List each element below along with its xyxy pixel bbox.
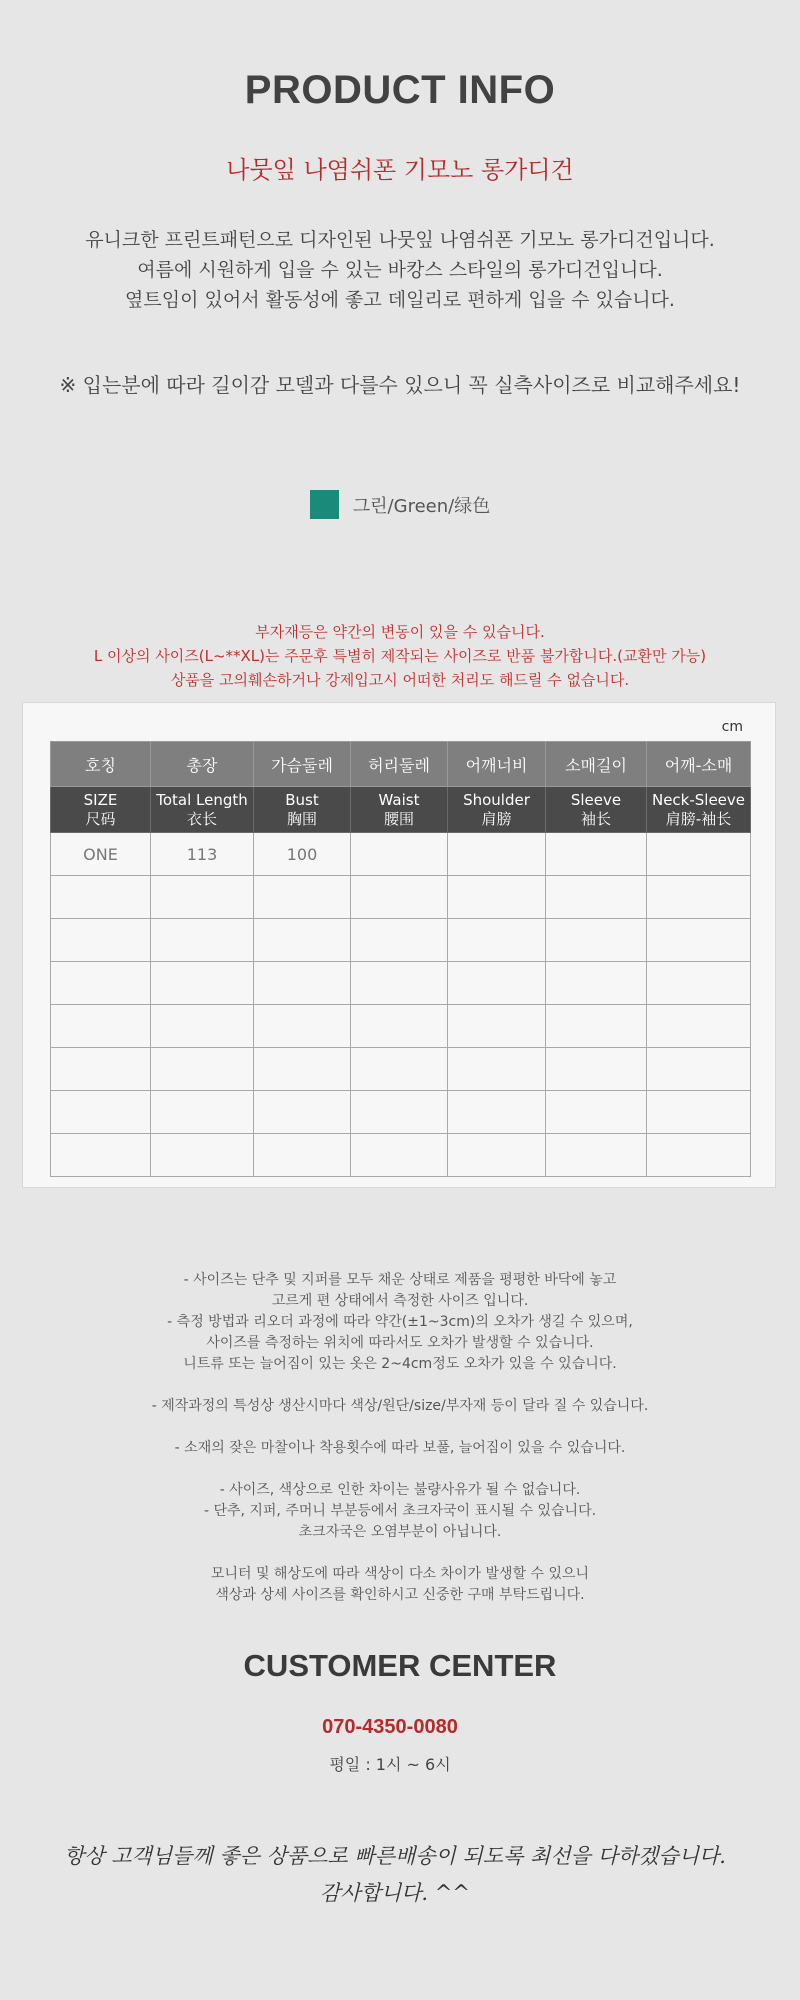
table-cell — [51, 919, 151, 962]
closing-line: 감사합니다. ^^ — [320, 1881, 470, 1905]
table-cell — [351, 876, 448, 919]
table-cell — [647, 1048, 751, 1091]
table-cell — [254, 1091, 351, 1134]
table-cell — [546, 962, 647, 1005]
color-option — [0, 490, 800, 519]
header-en-label: Neck-Sleeve — [651, 790, 746, 809]
header-cell-en — [448, 787, 546, 833]
table-cell — [351, 919, 448, 962]
table-cell — [546, 1005, 647, 1048]
table-cell — [51, 876, 151, 919]
table-row — [51, 876, 751, 919]
header-cell-kr: 총장 — [151, 742, 254, 787]
size-notice: ※ 입는분에 따라 길이감 모델과 다를수 있으니 꼭 실측사이즈로 비교해주세요! — [59, 373, 741, 397]
table-row — [51, 1134, 751, 1177]
table-cell — [254, 962, 351, 1005]
header-cell-en — [51, 787, 151, 833]
table-cell — [647, 833, 751, 876]
table-cell — [448, 1048, 546, 1091]
table-cell — [448, 833, 546, 876]
header-en-label: Total Length — [156, 790, 248, 809]
table-cell — [351, 1134, 448, 1177]
table-cell — [448, 1091, 546, 1134]
table-cell — [151, 1048, 254, 1091]
table-cell — [546, 1091, 647, 1134]
customer-center-title: CUSTOMER CENTER — [243, 1648, 557, 1683]
table-cell — [351, 1048, 448, 1091]
header-cell-en — [546, 787, 647, 833]
header-cn-label: 衣长 — [186, 809, 217, 828]
size-guide-info — [0, 1270, 800, 1606]
table-row — [51, 1091, 751, 1134]
table-cell — [51, 1091, 151, 1134]
table-cell — [546, 876, 647, 919]
info-line: - 측정 방법과 리오더 과정에 따라 약간(±1~3cm)의 오차가 생길 수 있으며, — [167, 1314, 633, 1330]
header-cell-en — [254, 787, 351, 833]
product-name: 나뭇잎 나염쉬폰 기모노 롱가디건 — [226, 156, 574, 184]
table-cell — [151, 962, 254, 1005]
header-cell-en — [151, 787, 254, 833]
table-cell — [254, 876, 351, 919]
table-cell — [647, 876, 751, 919]
header-en-label: Waist — [378, 790, 420, 809]
info-line: - 소재의 잦은 마찰이나 착용횟수에 따라 보풀, 늘어짐이 있을 수 있습니다. — [174, 1440, 626, 1456]
header-cell-kr: 어깨너비 — [448, 742, 546, 787]
color-label: 그린/Green/绿色 — [352, 495, 491, 517]
table-cell — [448, 1134, 546, 1177]
header-en-label: SIZE — [83, 790, 118, 809]
table-row — [51, 919, 751, 962]
header-cell-kr: 호칭 — [51, 742, 151, 787]
table-row — [51, 833, 751, 876]
header-cell-kr: 어깨-소매 — [647, 742, 751, 787]
header-cn-label: 胸围 — [286, 809, 317, 828]
table-cell — [151, 1134, 254, 1177]
table-cell — [254, 1005, 351, 1048]
table-cell — [254, 919, 351, 962]
header-en-label: Bust — [285, 790, 319, 809]
table-cell — [448, 1005, 546, 1048]
header-cell-en — [351, 787, 448, 833]
table-cell: 113 — [151, 833, 254, 876]
info-line: 초크자국은 오염부분이 아닙니다. — [298, 1524, 502, 1540]
table-cell — [151, 1005, 254, 1048]
color-swatch — [310, 490, 339, 519]
table-cell — [51, 1134, 151, 1177]
table-cell — [448, 919, 546, 962]
closing-message — [0, 1838, 790, 1912]
table-cell — [151, 919, 254, 962]
table-cell — [647, 919, 751, 962]
header-row-english — [51, 787, 751, 833]
table-cell — [351, 833, 448, 876]
table-cell — [151, 1091, 254, 1134]
header-cn-label: 袖长 — [580, 809, 611, 828]
header-cn-label: 尺码 — [85, 809, 116, 828]
table-cell — [51, 1005, 151, 1048]
size-table — [50, 741, 751, 1177]
table-cell — [151, 876, 254, 919]
info-line: - 사이즈, 색상으로 인한 차이는 불량사유가 될 수 없습니다. — [219, 1482, 581, 1498]
closing-line: 항상 고객님들께 좋은 상품으로 빠른배송이 되도록 최선을 다하겠습니다. — [64, 1844, 726, 1868]
table-cell — [546, 919, 647, 962]
description-line: 옆트임이 있어서 활동성에 좋고 데일리로 편하게 입을 수 있습니다. — [125, 289, 675, 311]
table-row — [51, 1048, 751, 1091]
spacer — [0, 1459, 800, 1480]
table-cell — [51, 1048, 151, 1091]
unit-label: cm — [721, 719, 743, 735]
table-cell — [351, 1091, 448, 1134]
info-line: - 사이즈는 단추 및 지퍼를 모두 채운 상태로 제품을 평평한 바닥에 놓고 — [183, 1272, 617, 1288]
header-cn-label: 肩膀 — [481, 809, 512, 828]
table-cell — [546, 1048, 647, 1091]
header-en-label: Shoulder — [463, 790, 530, 809]
header-cn-label: 腰围 — [383, 809, 414, 828]
header-cn-label: 肩膀-袖长 — [665, 809, 732, 828]
page-title: PRODUCT INFO — [244, 68, 556, 112]
table-row — [51, 1005, 751, 1048]
info-line: 니트류 또는 늘어짐이 있는 옷은 2~4cm정도 오차가 있을 수 있습니다. — [183, 1356, 617, 1372]
table-cell — [351, 962, 448, 1005]
table-cell: ONE — [51, 833, 151, 876]
table-cell — [546, 1134, 647, 1177]
info-line: - 제작과정의 특성상 생산시마다 색상/원단/size/부자재 등이 달라 질 수 있습니다. — [151, 1398, 649, 1414]
header-cell-kr: 가슴둘레 — [254, 742, 351, 787]
info-line: 사이즈를 측정하는 위치에 따라서도 오차가 발생할 수 있습니다. — [206, 1335, 594, 1351]
table-cell — [351, 1005, 448, 1048]
table-cell — [51, 962, 151, 1005]
header-row-korean — [51, 742, 751, 787]
warning-line: L 이상의 사이즈(L~**XL)는 주문후 특별히 제작되는 사이즈로 반품 불가합니다.(교환만 가능) — [93, 647, 707, 665]
table-row — [51, 962, 751, 1005]
customer-center-hours: 평일 : 1시 ~ 6시 — [329, 1755, 451, 1774]
header-en-label: Sleeve — [570, 790, 622, 809]
table-cell — [647, 1005, 751, 1048]
size-table-body — [51, 833, 751, 1177]
description-line: 여름에 시원하게 입을 수 있는 바캉스 스타일의 롱가디건입니다. — [137, 259, 663, 281]
table-cell — [647, 962, 751, 1005]
header-cell-kr: 허리둘레 — [351, 742, 448, 787]
description-line: 유니크한 프린트패턴으로 디자인된 나뭇잎 나염쉬폰 기모노 롱가디건입니다. — [85, 229, 715, 251]
spacer — [0, 1417, 800, 1438]
warning-line: 상품을 고의훼손하거나 강제입고시 어떠한 처리도 해드릴 수 없습니다. — [170, 671, 630, 689]
info-line: 색상과 상세 사이즈를 확인하시고 신중한 구매 부탁드립니다. — [215, 1587, 585, 1603]
table-cell: 100 — [254, 833, 351, 876]
table-cell — [448, 962, 546, 1005]
warning-line: 부자재등은 약간의 변동이 있을 수 있습니다. — [255, 623, 545, 641]
header-cell-en — [647, 787, 751, 833]
info-line: 모니터 및 해상도에 따라 색상이 다소 차이가 발생할 수 있으니 — [210, 1566, 590, 1582]
table-cell — [448, 876, 546, 919]
header-cell-kr: 소매길이 — [546, 742, 647, 787]
spacer — [0, 1543, 800, 1564]
info-line: - 단추, 지퍼, 주머니 부분등에서 초크자국이 표시될 수 있습니다. — [203, 1503, 597, 1519]
spacer — [0, 1375, 800, 1396]
customer-center-phone[interactable]: 070-4350-0080 — [322, 1716, 458, 1738]
size-chart-panel — [22, 702, 776, 1188]
table-cell — [254, 1134, 351, 1177]
warning-notes — [0, 620, 800, 692]
table-cell — [647, 1134, 751, 1177]
product-description — [0, 225, 800, 315]
table-cell — [546, 833, 647, 876]
info-line: 고르게 편 상태에서 측정한 사이즈 입니다. — [271, 1293, 529, 1309]
table-cell — [254, 1048, 351, 1091]
table-cell — [647, 1091, 751, 1134]
